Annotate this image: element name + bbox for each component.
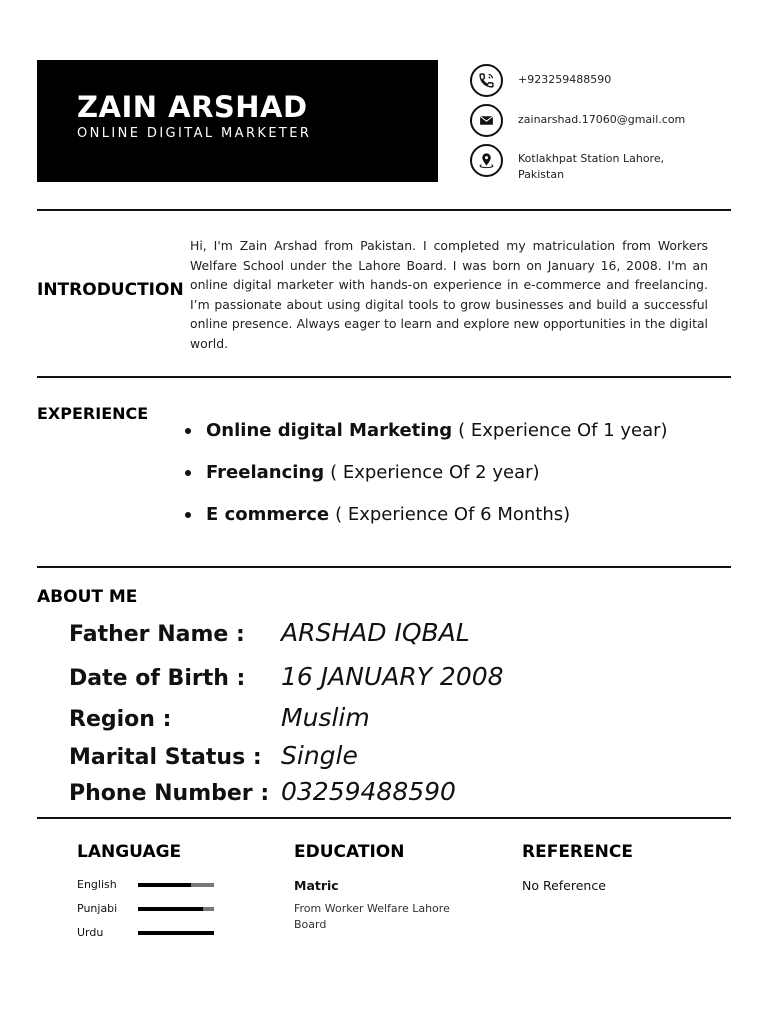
experience-item	[180, 494, 668, 536]
experience-list	[180, 410, 668, 536]
contact-address	[470, 144, 698, 183]
experience-item	[180, 410, 668, 452]
language-level-fill	[138, 883, 191, 887]
language-level-bar	[138, 907, 214, 911]
contact-address-text: Kotlakhpat Station Lahore, Pakistan	[518, 152, 665, 181]
language-item	[77, 926, 214, 939]
experience-item	[180, 452, 668, 494]
education-school: From Worker Welfare Lahore Board	[294, 902, 450, 931]
contact-email	[470, 104, 698, 137]
about-value: Single	[281, 741, 358, 770]
introduction-text: Hi, I'm Zain Arshad from Pakistan. I completed my matriculation from Workers Welfare School under the Lahore Board. I was born on January 16, 2008. I'm an online digital marketer with hands-on experience in e-commerce and freelancing. I’m passionate about using digital tools to grow businesses and build a successful online presence. Always eager to learn and explore new opportunities in the digital world.	[190, 238, 708, 351]
about-value: Muslim	[281, 703, 370, 732]
language-name: Urdu	[77, 926, 104, 939]
experience-title: EXPERIENCE	[37, 404, 149, 423]
mail-icon	[470, 104, 503, 137]
contact-phone	[470, 64, 698, 97]
about-row-phone-number	[69, 777, 456, 806]
contact-email-text: zainarshad.17060@gmail.com	[518, 113, 686, 126]
divider	[37, 817, 731, 819]
language-name: English	[77, 878, 117, 891]
about-label: Marital Status :	[69, 745, 262, 770]
experience-item-title: E commerce	[206, 504, 330, 525]
about-value: 03259488590	[281, 777, 456, 806]
introduction-title: INTRODUCTION	[37, 280, 184, 300]
experience-item-detail: ( Experience Of 1 year)	[458, 420, 668, 441]
language-level-bar	[138, 931, 214, 935]
language-level-bar	[138, 883, 214, 887]
about-value: 16 JANUARY 2008	[281, 662, 504, 691]
reference-text: No Reference	[522, 878, 606, 893]
about-label: Father Name :	[69, 622, 245, 647]
bullet	[185, 512, 191, 518]
about-row-region	[69, 703, 370, 732]
bullet	[185, 470, 191, 476]
education-degree: Matric	[294, 878, 339, 893]
divider	[37, 209, 731, 211]
name-header-block	[37, 60, 438, 182]
experience-item-detail: ( Experience Of 6 Months)	[335, 504, 571, 525]
candidate-name: ZAIN ARSHAD	[77, 90, 308, 124]
about-row-father-name	[69, 618, 470, 647]
about-label: Date of Birth :	[69, 666, 246, 691]
about-value: ARSHAD IQBAL	[281, 618, 470, 647]
experience-item-detail: ( Experience Of 2 year)	[330, 462, 540, 483]
language-item	[77, 878, 214, 891]
about-label: Phone Number :	[69, 781, 270, 806]
divider	[37, 376, 731, 378]
language-level-fill	[138, 907, 203, 911]
phone-icon	[470, 64, 503, 97]
location-pin-icon	[470, 144, 503, 177]
about-row-marital-status	[69, 741, 358, 770]
bullet	[185, 428, 191, 434]
experience-item-title: Freelancing	[206, 462, 325, 483]
about-row-date-of-birth	[69, 662, 504, 691]
language-item	[77, 902, 214, 915]
candidate-role: ONLINE DIGITAL MARKETER	[77, 126, 312, 141]
divider	[37, 566, 731, 568]
reference-title: REFERENCE	[522, 842, 633, 862]
language-level-fill	[138, 931, 214, 935]
experience-item-title: Online digital Marketing	[206, 420, 453, 441]
about-title: ABOUT ME	[37, 587, 138, 607]
language-name: Punjabi	[77, 902, 118, 915]
language-title: LANGUAGE	[77, 842, 182, 862]
about-label: Region :	[69, 707, 172, 732]
education-title: EDUCATION	[294, 842, 405, 862]
contact-phone-text: +923259488590	[518, 73, 612, 86]
